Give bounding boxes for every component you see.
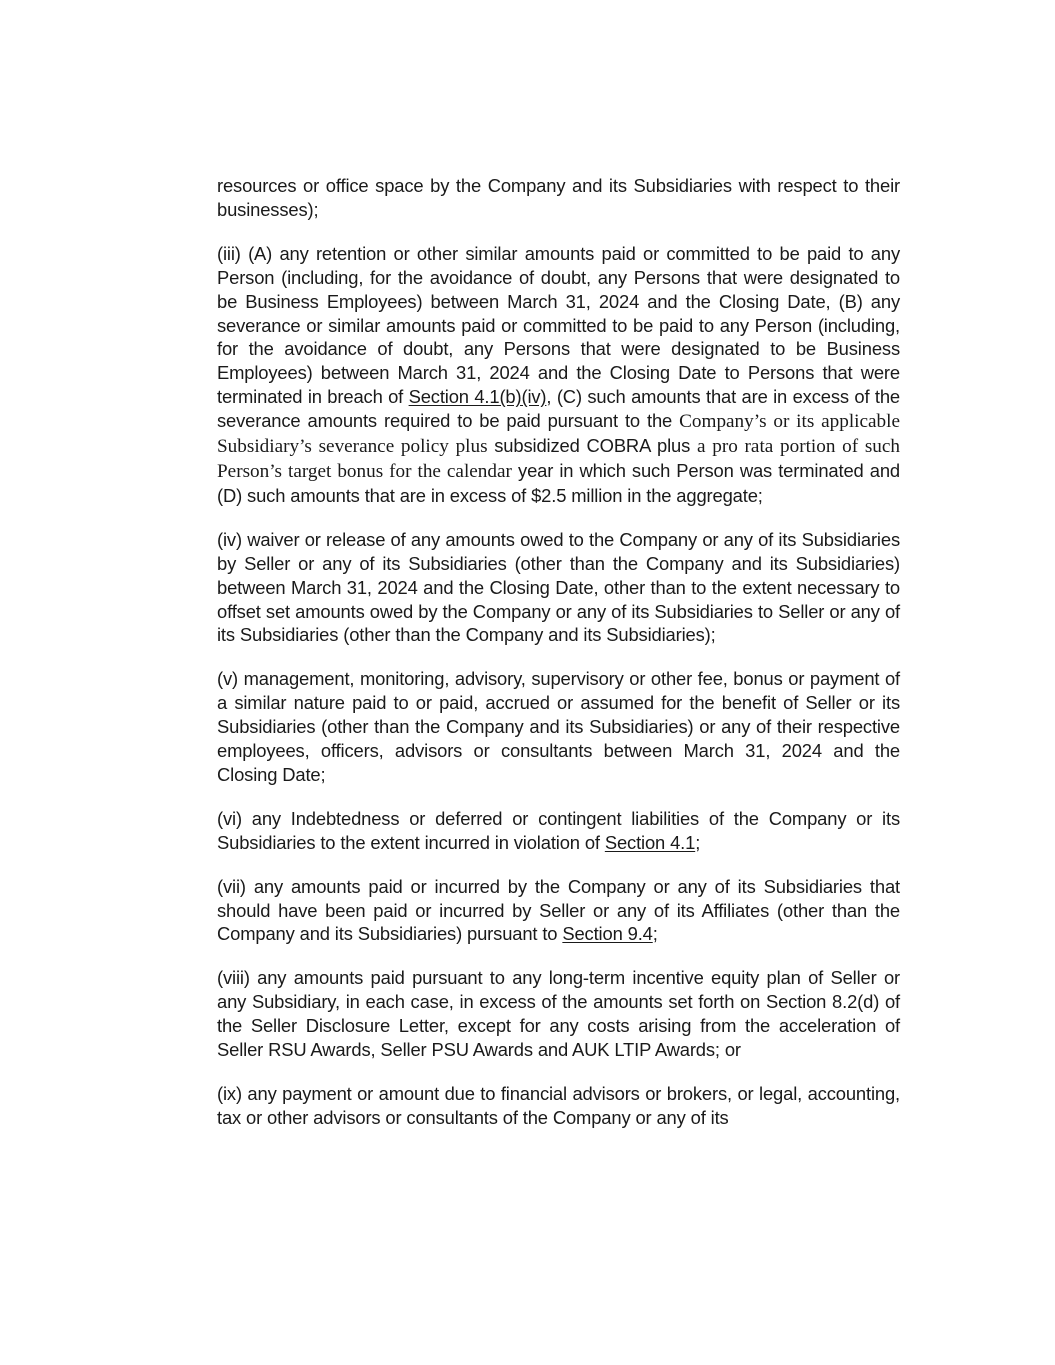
paragraph-vii: (vii) any amounts paid or incurred by the Company or any of its Subsidiaries that should have been paid or incurred by Seller or any of its Affiliates (other than the Company and its Subsidiaries) pursuant to Section 9.4; [217,875,900,945]
paragraph-iii: (iii) (A) any retention or other similar amounts paid or committed to be paid to any Person (including, for the avoidance of doubt, any Persons that were designated to be Business Employees) between March 31, 2024 and the Closing Date, (B) any severance or similar amounts paid or committed to be paid to any Person (including, for the avoidance of doubt, any Persons that were designated to be Business Employees) between March 31, 2024 and the Closing Date to Persons that were terminated in breach of Section 4.1(b)(iv), (C) such amounts that are in excess of the severance amounts required to be paid pursuant to the Company’s or its applicable Subsidiary’s severance policy plus subsidized COBRA plus a pro rata portion of such Person’s target bonus for the calendar year in which such Person was terminated and (D) such amounts that are in excess of $2.5 million in the aggregate; [217,242,900,506]
paragraph-viii: (viii) any amounts paid pursuant to any long-term incentive equity plan of Seller or any Subsidiary, in each case, in excess of the amounts set forth on Section 8.2(d) of the Seller Disclosure Letter, except for any costs arising from the acceleration of Seller RSU Awards, Seller PSU Awards and AUK LTIP Awards; or [217,967,900,1061]
paragraph-iv: (iv) waiver or release of any amounts owed to the Company or any of its Subsidiaries by Seller or any of its Subsidiaries (other than the Company and its Subsidiaries) between March 31, 2024 and the Closing Date, other than to the extent necessary to offset set amounts owed by the Company or any of its Subsidiaries to Seller or any of its Subsidiaries (other than the Company and its Subsidiaries); [217,528,900,646]
paragraph-ix: (ix) any payment or amount due to financial advisors or brokers, or legal, accounting, tax or other advisors or consultants of the Company or any of its [217,1083,900,1128]
document-body [217,174,900,1130]
paragraph-vi: (vi) any Indebtedness or deferred or contingent liabilities of the Company or its Subsidiaries to the extent incurred in violation of Section 4.1; [217,807,900,853]
section-ref-4-1: Section 4.1 [604,831,696,853]
paragraph-ii-continued: resources or office space by the Company and its Subsidiaries with respect to their businesses); [217,175,900,220]
section-ref-9-4: Section 9.4 [562,923,653,945]
paragraph-v: (v) management, monitoring, advisory, supervisory or other fee, bonus or payment of a similar nature paid to or paid, accrued or assumed for the benefit of Seller or its Subsidiaries (other than the Company and its Subsidiaries) or any of their respective employees, officers, advisors or consultants between March 31, 2024 and the Closing Date; [217,668,900,785]
section-ref-4-1-b-iv: Section 4.1(b)(iv) [408,386,547,408]
